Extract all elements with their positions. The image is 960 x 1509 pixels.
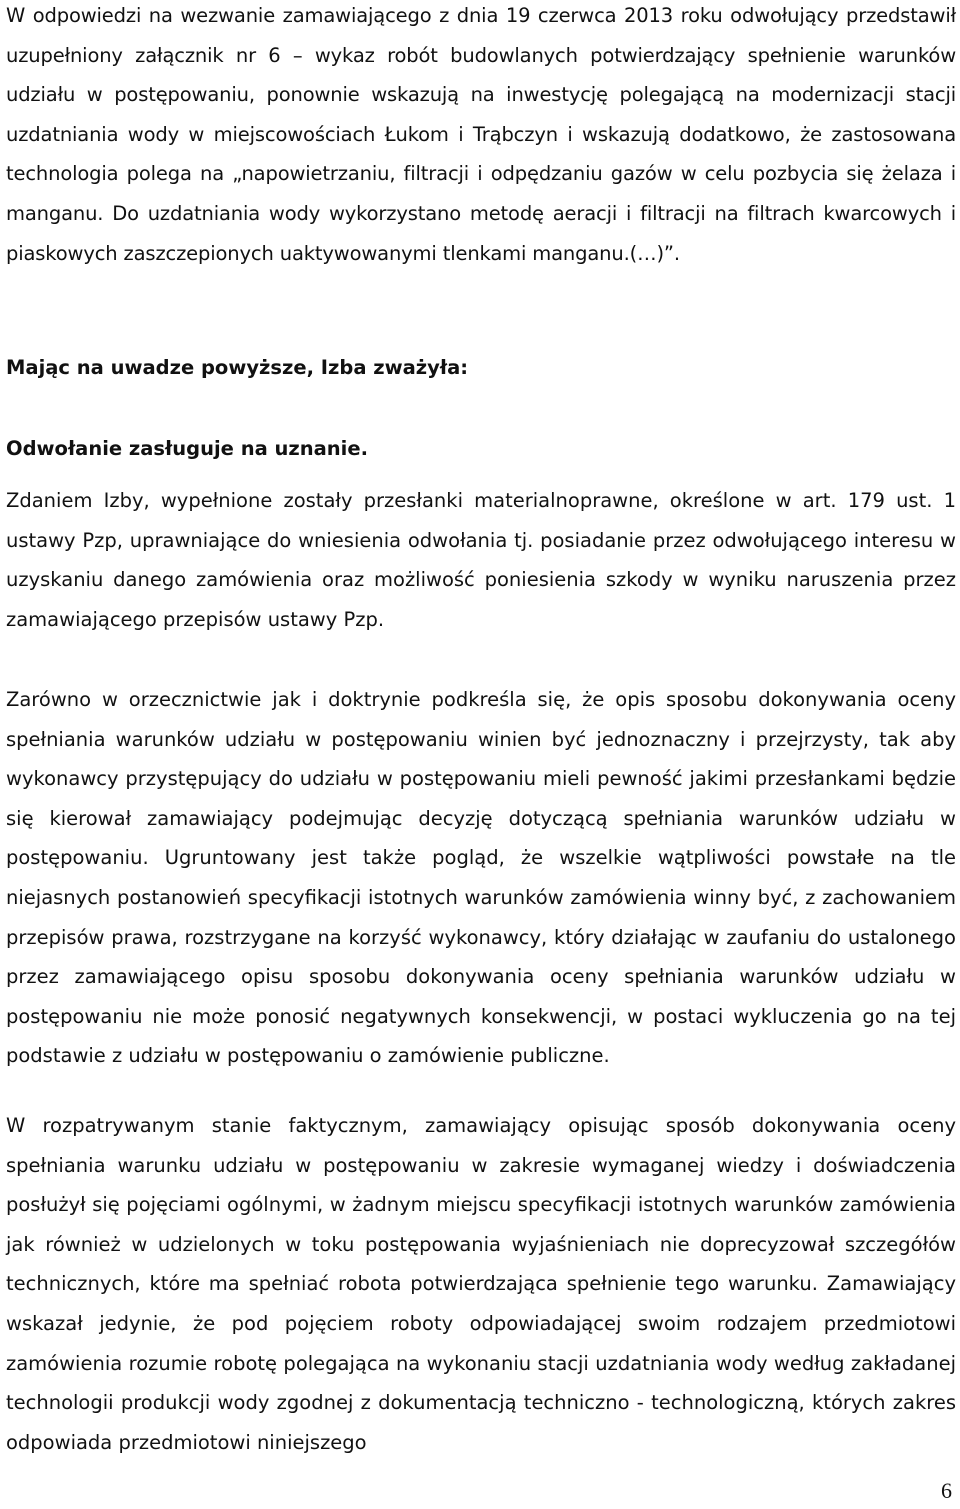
- paragraph-legal-premises: Zdaniem Izby, wypełnione zostały przesłanki materialnoprawne, określone w art. 179 ust. 1 ustawy Pzp, uprawniające do wniesienia odwołania tj. posiadanie przez odwołującego interesu w uzyskaniu danego zamówienia oraz możliwość poniesienia szkody w wyniku naruszenia przez zamawiającego przepisów ustawy Pzp.: [6, 489, 956, 631]
- paragraph-factual-state: [6, 1106, 956, 1466]
- paragraph-jurisprudence-text-b: Ugruntowany jest także pogląd, że wszelkie wątpliwości powstałe na tle niejasnych postanowień specyfikacji istotnych warunków zamówienia winny być, z zachowaniem przepisów prawa, rozstrzygane na korzyść wykonawcy, który działając w zaufaniu do ustalonego przez zamawiającego opisu sposobu dokonywania oceny spełniania warunków udziału w postępowaniu nie może ponosić negatywnych konsekwencji, w postaci wykluczenia go na tej podstawie z udziału w postępowaniu o zamówienie publiczne.: [6, 846, 956, 1068]
- paragraph-appeal-documents-text: W odpowiedzi na wezwanie zamawiającego z dnia 19 czerwca 2013 roku odwołujący przedstawił uzupełniony załącznik nr 6 – wykaz robót budowlanych potwierdzający spełnienie warunków udziału w postępowaniu, ponownie wskazują na inwestycję polegającą na modernizacji stacji uzdatniania wody w miejscowościach Łukom i Trąbczyn i wskazują dodatkowo, że zastosowana technologia polega na „napowietrzaniu, filtracji i odpędzaniu gazów w celu pozbycia się żelaza i manganu.: [6, 4, 956, 225]
- paragraph-factual-state-text-b: Zamawiający wskazał jedynie, że pod pojęciem roboty odpowiadającej swoim rodzajem przedmiotowi zamówienia rozumie robotę polegająca na wykonaniu stacji uzdatniania wody według zakładanej technologii produkcji wody zgodnej z dokumentacją techniczno - technologiczną, których zakres odpowiada przedmiotowi niniejszego: [6, 1272, 956, 1454]
- paragraph-appeal-technology-text: Do uzdatniania wody wykorzystano metodę aeracji i filtracji na filtrach kwarcowych i piaskowych zaszczepionych uaktywowanymi tlenkami manganu.(…)”.: [6, 201, 956, 265]
- paragraph-appeal-documents: [6, 0, 956, 316]
- paragraph-jurisprudence-text-a: Zarówno w orzecznictwie jak i doktrynie podkreśla się, że opis sposobu dokonywania oceny spełniania warunków udziału w postępowaniu winien być jednoznaczny i przejrzysty, tak aby wykonawcy przystępujący do udziału w postępowaniu mieli pewność jakimi przesłankami będzie się kierował zamawiający podejmując decyzję dotyczącą spełniania warunków udziału w postępowaniu.: [6, 688, 956, 870]
- heading-verdict: Odwołanie zasługuje na uznanie.: [6, 437, 368, 460]
- page-number: 6: [941, 1478, 952, 1503]
- paragraph-jurisprudence: [6, 680, 956, 1080]
- paragraph-factual-state-text-a: W rozpatrywanym stanie faktycznym, zamawiający opisując sposób dokonywania oceny spełniania warunku udziału w postępowaniu w zakresie wymaganej wiedzy i doświadczenia posłużył się pojęciami ogólnymi, w żadnym miejscu specyfikacji istotnych warunków zamówienia jak również w udzielonych w toku postępowania wyjaśnieniach nie doprecyzował szczegółów technicznych, które ma spełniać robota potwierdzająca spełnienie tego warunku.: [6, 1114, 956, 1296]
- heading-izba-considered: Mając na uwadze powyższe, Izba zważyła:: [6, 356, 469, 379]
